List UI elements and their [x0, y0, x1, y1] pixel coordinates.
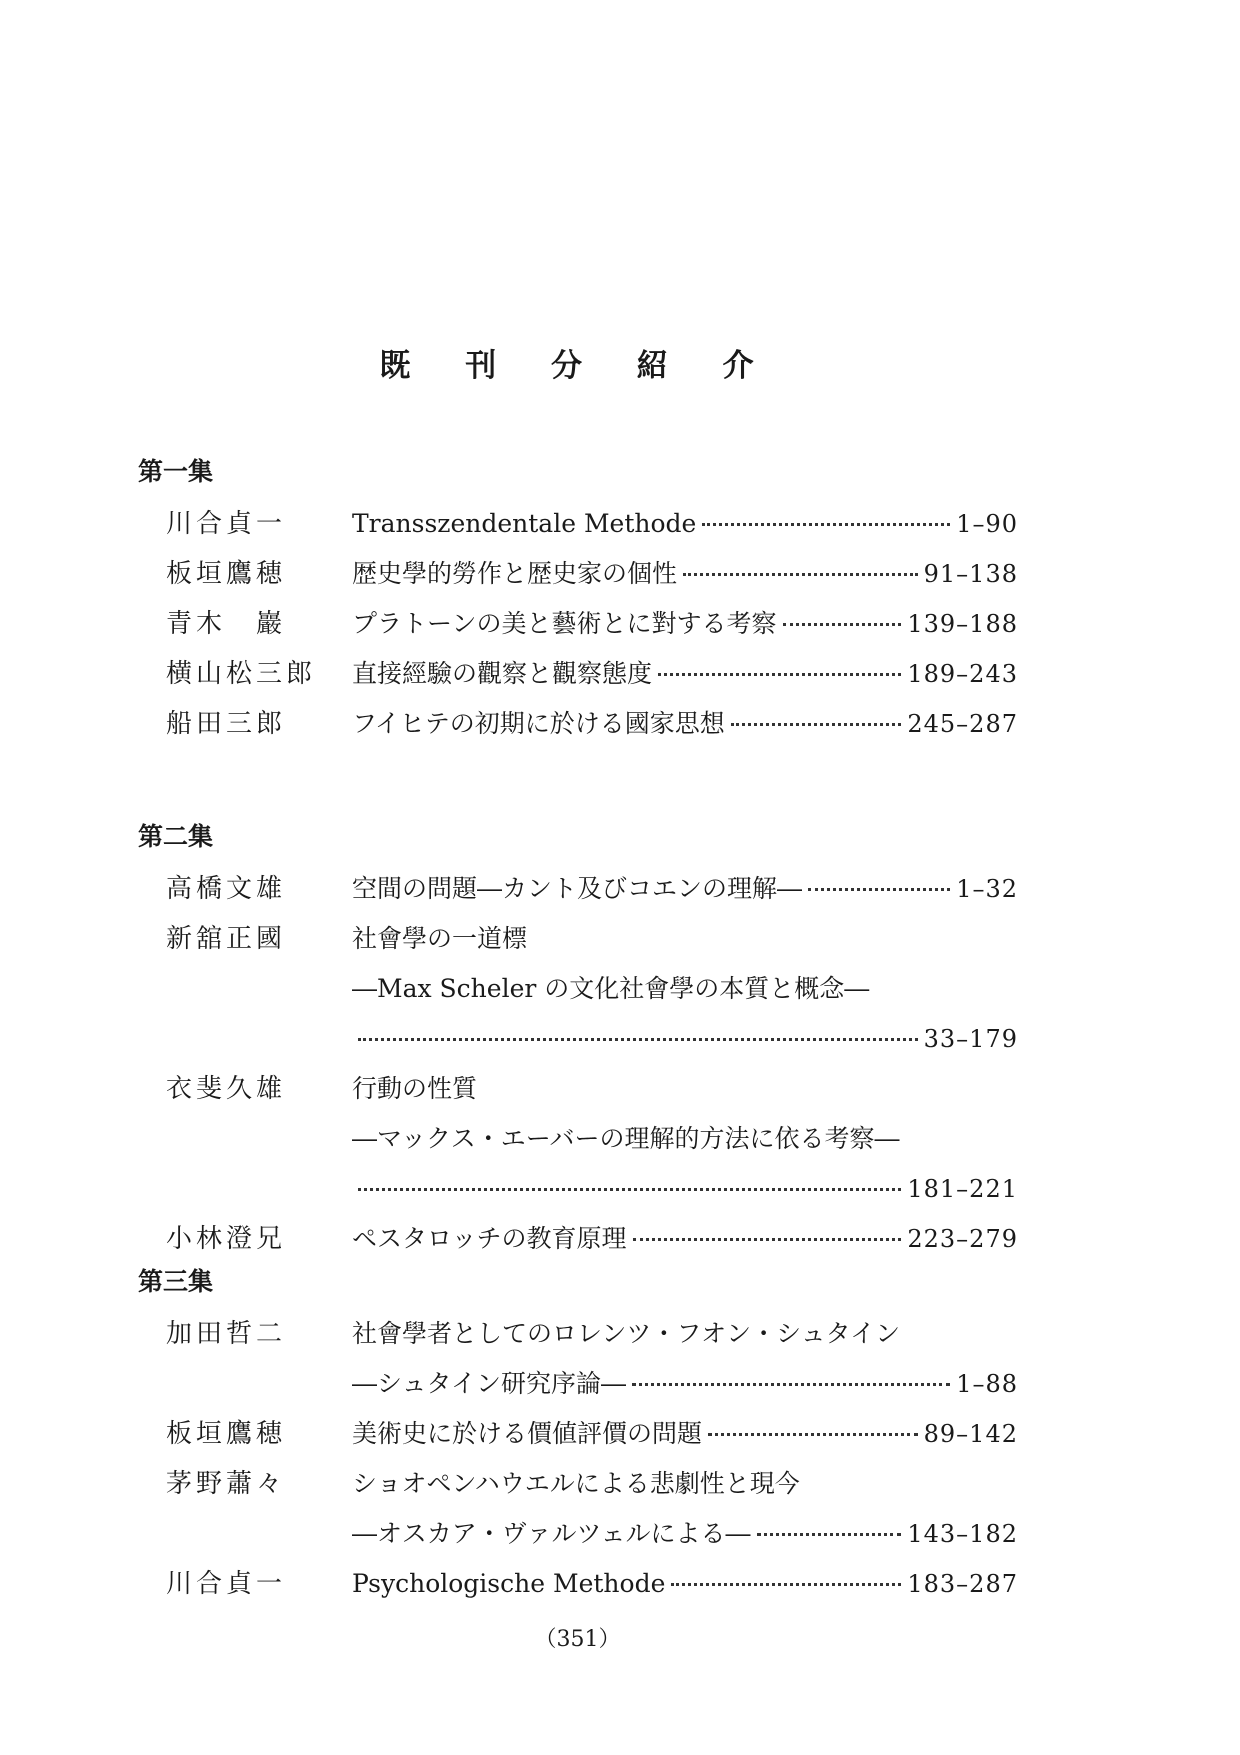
list-item	[166, 549, 1018, 599]
entry-line	[352, 1064, 1018, 1114]
article-title: 社會學の一道標	[352, 924, 528, 953]
page-range: 245–287	[907, 710, 1018, 738]
list-item	[166, 1214, 1018, 1264]
author-name: 川合貞一	[166, 1569, 287, 1599]
dot-leader	[708, 1433, 918, 1436]
author-name: 茅野蕭々	[166, 1469, 287, 1499]
article-title: Transszendentale Methode	[352, 509, 697, 538]
article-title: Psychologische Methode	[352, 1569, 666, 1598]
author-name: 新舘正國	[166, 924, 287, 954]
author-name: 青木 巖	[166, 609, 287, 639]
author-name: 高橋文雄	[166, 874, 287, 904]
volume-section	[138, 455, 1018, 749]
page-range: 223–279	[907, 1225, 1018, 1253]
article-title: 歴史學的勞作と歴史家の個性	[352, 559, 678, 588]
author-name: 加田哲二	[166, 1319, 287, 1349]
dot-leader	[702, 523, 950, 526]
entry-line	[352, 1164, 1018, 1214]
article-title: ショオペンハウエルによる悲劇性と現今	[352, 1469, 800, 1498]
article-title: ―オスカア・ヴァルツェルによる―	[352, 1519, 751, 1548]
author-name: 小林澄兄	[166, 1224, 287, 1254]
page-range: 189–243	[907, 660, 1018, 688]
entry-line	[352, 599, 1018, 649]
list-item	[166, 1309, 1018, 1409]
entry-line	[352, 1559, 1018, 1609]
dot-leader	[808, 888, 950, 891]
entry-line	[352, 499, 1018, 549]
entry-line	[352, 549, 1018, 599]
volume-section	[138, 1265, 1018, 1609]
article-title: プラトーンの美と藝術とに對する考察	[352, 609, 777, 638]
page-range: 1–32	[956, 875, 1018, 903]
dot-leader	[671, 1583, 901, 1586]
entry-line	[352, 1509, 1018, 1559]
list-item	[166, 914, 1018, 1064]
article-title: ―マックス・エーバーの理解的方法に依る考察―	[352, 1124, 900, 1153]
entry-line	[352, 1014, 1018, 1064]
article-title: フイヒテの初期に於ける國家思想	[352, 709, 725, 738]
volume-heading: 第三集	[138, 1267, 214, 1296]
entry-line	[352, 1114, 1018, 1164]
page-range: 183–287	[907, 1570, 1018, 1598]
list-item	[166, 1559, 1018, 1609]
list-item	[166, 864, 1018, 914]
volume-section	[138, 820, 1018, 1264]
list-item	[166, 649, 1018, 699]
entry-line	[352, 964, 1018, 1014]
page-range: 33–179	[923, 1025, 1018, 1053]
article-title: ―Max Scheler の文化社會學の本質と概念―	[352, 974, 870, 1003]
page-range: 139–188	[907, 610, 1018, 638]
list-item	[166, 499, 1018, 549]
dot-leader	[358, 1038, 918, 1041]
list-item	[166, 1064, 1018, 1214]
dot-leader	[633, 1238, 902, 1241]
entry-line	[352, 649, 1018, 699]
page-range: 89–142	[923, 1420, 1018, 1448]
dot-leader	[632, 1383, 950, 1386]
article-title: ―シュタイン研究序論―	[352, 1369, 627, 1398]
page-title: 既 刊 分 紹 介	[379, 348, 776, 384]
article-title: 直接經驗の觀察と觀察態度	[352, 659, 653, 688]
page-range: 1–88	[956, 1370, 1018, 1398]
dot-leader	[731, 723, 902, 726]
author-name: 衣斐久雄	[166, 1074, 287, 1104]
author-name: 川合貞一	[166, 509, 287, 539]
list-item	[166, 1409, 1018, 1459]
page-range: 91–138	[923, 560, 1018, 588]
author-name: 横山松三郎	[166, 659, 317, 689]
list-item	[166, 599, 1018, 649]
dot-leader	[358, 1188, 901, 1191]
author-name: 板垣鷹穂	[166, 559, 287, 589]
dot-leader	[757, 1533, 902, 1536]
article-title: 社會學者としてのロレンツ・フオン・シュタイン	[352, 1319, 901, 1348]
entry-line	[352, 914, 1018, 964]
entry-line	[352, 1309, 1018, 1359]
author-name: 船田三郎	[166, 709, 287, 739]
page-range: 143–182	[907, 1520, 1018, 1548]
entry-line	[352, 1359, 1018, 1409]
dot-leader	[683, 573, 918, 576]
article-title: 行動の性質	[352, 1074, 478, 1103]
entry-line	[352, 1214, 1018, 1264]
volume-heading: 第一集	[138, 457, 214, 486]
page-range: 181–221	[907, 1175, 1018, 1203]
dot-leader	[658, 673, 901, 676]
page-range: 1–90	[956, 510, 1018, 538]
entry-line	[352, 1459, 1018, 1509]
list-item	[166, 1459, 1018, 1559]
volume-heading: 第二集	[138, 822, 214, 851]
dot-leader	[783, 623, 902, 626]
author-name: 板垣鷹穂	[166, 1419, 287, 1449]
article-title: 空間の問題―カント及びコエンの理解―	[352, 874, 803, 903]
article-title: ペスタロッチの教育原理	[352, 1224, 627, 1253]
list-item	[166, 699, 1018, 749]
article-title: 美術史に於ける價値評價の問題	[352, 1419, 703, 1448]
entry-line	[352, 1409, 1018, 1459]
entry-line	[352, 864, 1018, 914]
entry-line	[352, 699, 1018, 749]
page-number: （351）	[534, 1627, 621, 1652]
